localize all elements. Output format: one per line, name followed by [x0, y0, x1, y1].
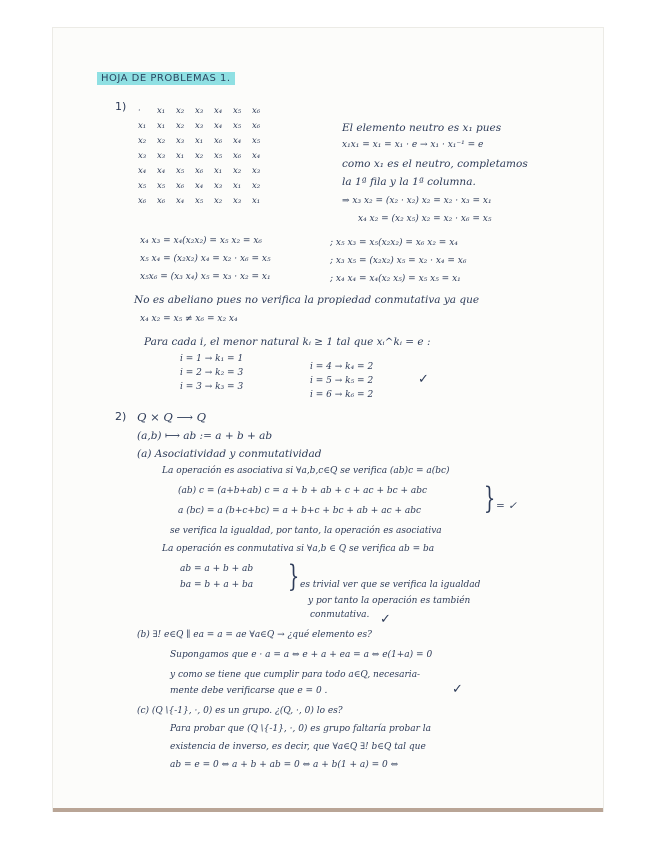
k-left-1: i = 1 → k₁ = 1: [180, 354, 244, 364]
table-cell: x₆: [214, 136, 223, 146]
equation-right-3: ; x₄ x₄ = x₄(x₂ x₅) = x₅ x₅ = x₁: [330, 274, 461, 284]
paper-bottom-edge: [53, 808, 603, 812]
table-cell: x₁: [195, 136, 204, 146]
k-right-2: i = 5 → k₅ = 2: [310, 376, 374, 386]
part-a-heading: (a) Asociatividad y conmutatividad: [137, 448, 322, 460]
comm-intro: La operación es conmutativa si ∀a,b ∈ Q se verifica ab = ba: [162, 544, 435, 554]
check-mark-icon: ✓: [380, 612, 391, 627]
check-mark-icon: ✓: [418, 372, 429, 387]
k-right-3: i = 6 → k₆ = 2: [310, 390, 374, 400]
table-cell: x₃: [233, 196, 242, 206]
table-cell: x₃: [195, 106, 204, 116]
neutral-line-4: la 1ª fila y la 1ª columna.: [342, 176, 476, 188]
part-c-line-1: Para probar que (Q∖{-1}, ·, 0) es grupo faltaría probar la: [170, 724, 431, 734]
table-cell: x₁: [157, 121, 166, 131]
equation-right-1: ; x₅ x₃ = x₅(x₂x₂) = x₆ x₂ = x₄: [330, 238, 458, 248]
table-cell: x₅: [233, 106, 242, 116]
table-cell: x₂: [252, 181, 261, 191]
table-cell: x₅: [233, 121, 242, 131]
table-cell: x₄: [176, 196, 185, 206]
assoc-result: = ✓: [496, 500, 517, 512]
equation-left-2: x₅ x₄ = (x₂x₂) x₄ = x₂ · x₆ = x₅: [140, 254, 271, 264]
brace-icon: }: [483, 481, 496, 516]
table-cell: x₅: [138, 181, 147, 191]
paper-sheet: [53, 28, 603, 811]
table-cell: x₃: [157, 151, 166, 161]
table-cell: x₂: [195, 151, 204, 161]
part-b-line-2: y como se tiene que cumplir para todo a∈Q, necesaria-: [170, 670, 421, 680]
map-definition-line-2: (a,b) ⟼ ab := a + b + ab: [137, 430, 273, 442]
table-cell: x₁: [233, 181, 242, 191]
comm-note-1: es trivial ver que se verifica la igualdad: [300, 580, 481, 590]
table-cell: x₂: [157, 136, 166, 146]
table-cell: x₂: [176, 121, 185, 131]
table-cell: x₃: [138, 151, 147, 161]
comm-note-3: conmutativa.: [310, 610, 370, 620]
assoc-equation-2: a (bc) = a (b+c+bc) = a + b+c + bc + ab + ac + abc: [178, 506, 422, 516]
table-cell: x₂: [176, 106, 185, 116]
table-cell: x₃: [214, 181, 223, 191]
abelian-equation: x₄ x₂ = x₅ ≠ x₆ = x₂ x₄: [140, 314, 238, 324]
table-cell: x₁: [252, 196, 261, 206]
k-left-3: i = 3 → k₃ = 3: [180, 382, 244, 392]
table-cell: x₆: [252, 121, 261, 131]
table-cell: x₁: [138, 121, 147, 131]
table-cell: x₅: [252, 136, 261, 146]
k-right-1: i = 4 → k₄ = 2: [310, 362, 374, 372]
comm-equation-1: ab = a + b + ab: [180, 564, 254, 574]
table-cell: x₁: [176, 151, 185, 161]
assoc-equation-1: (ab) c = (a+b+ab) c = a + b + ab + c + ac + bc + abc: [178, 486, 428, 496]
part-b-line-1: Supongamos que e · a = a ⇔ e + a + ea = a ⇔ e(1+a) = 0: [170, 650, 433, 660]
table-cell: x₆: [176, 181, 185, 191]
equation-left-3: x₅x₆ = (x₃ x₄) x₅ = x₃ · x₂ = x₁: [140, 272, 271, 282]
equation-right-2: ; x₃ x₅ = (x₂x₂) x₅ = x₂ · x₄ = x₆: [330, 256, 467, 266]
table-cell: x₁: [214, 166, 223, 176]
table-cell: x₂: [138, 136, 147, 146]
equation-left-1: x₄ x₃ = x₄(x₂x₂) = x₅ x₂ = x₆: [140, 236, 263, 246]
problem-1-number: 1): [115, 100, 127, 113]
table-cell: ·: [138, 106, 141, 116]
table-cell: x₆: [138, 196, 147, 206]
comm-equation-2: ba = b + a + ba: [180, 580, 254, 590]
neutral-line-2: x₁x₁ = x₁ = x₁ · e → x₁ · x₁⁻¹ = e: [342, 140, 484, 150]
neutral-line-5: ⇒ x₃ x₂ = (x₂ · x₂) x₂ = x₂ · x₃ = x₁: [342, 196, 492, 206]
neutral-line-1: El elemento neutro es x₁ pues: [342, 122, 502, 134]
k-left-2: i = 2 → k₂ = 3: [180, 368, 244, 378]
table-cell: x₄: [233, 136, 242, 146]
table-cell: x₄: [214, 106, 223, 116]
table-cell: x₃: [252, 166, 261, 176]
min-natural-line: Para cada i, el menor natural kᵢ ≥ 1 tal que xᵢ^kᵢ = e :: [144, 336, 431, 348]
abelian-line: No es abeliano pues no verifica la propiedad conmutativa ya que: [134, 294, 480, 306]
table-cell: x₅: [214, 151, 223, 161]
table-cell: x₅: [157, 181, 166, 191]
table-cell: x₅: [176, 166, 185, 176]
assoc-conclusion: se verifica la igualdad, por tanto, la operación es asociativa: [170, 526, 442, 536]
table-cell: x₃: [195, 121, 204, 131]
table-cell: x₂: [214, 196, 223, 206]
part-c-line-2: existencia de inverso, es decir, que ∀a∈Q ∃! b∈Q tal que: [170, 742, 426, 752]
table-cell: x₆: [157, 196, 166, 206]
table-cell: x₆: [252, 106, 261, 116]
table-cell: x₄: [157, 166, 166, 176]
check-mark-icon: ✓: [452, 682, 463, 697]
brace-icon: }: [287, 559, 300, 594]
assoc-intro: La operación es asociativa si ∀a,b,c∈Q se verifica (ab)c = a(bc): [162, 466, 450, 476]
table-cell: x₂: [233, 166, 242, 176]
table-cell: x₄: [195, 181, 204, 191]
table-cell: x₅: [195, 196, 204, 206]
page-title: HOJA DE PROBLEMAS 1.: [97, 72, 235, 85]
part-c-line-3: ab = e = 0 ⇔ a + b + ab = 0 ⇔ a + b(1 + a) = 0 ⇔: [170, 760, 399, 770]
comm-note-2: y por tanto la operación es también: [308, 596, 471, 606]
neutral-line-3: como x₁ es el neutro, completamos: [342, 158, 528, 170]
part-c-heading: (c) (Q∖{-1}, ·, 0) es un grupo. ¿(Q, ·, 0) lo es?: [137, 706, 343, 716]
table-cell: x₄: [252, 151, 261, 161]
table-cell: x₆: [195, 166, 204, 176]
problem-2-number: 2): [115, 410, 127, 423]
table-cell: x₄: [138, 166, 147, 176]
table-cell: x₄: [214, 121, 223, 131]
part-b-heading: (b) ∃! e∈Q ∥ ea = a = ae ∀a∈Q → ¿qué elemento es?: [137, 630, 372, 640]
map-definition-line-1: Q × Q ⟶ Q: [137, 410, 207, 424]
table-cell: x₃: [176, 136, 185, 146]
neutral-line-6: x₄ x₂ = (x₂ x₅) x₂ = x₂ · x₆ = x₅: [358, 214, 492, 224]
operation-table: [138, 106, 271, 211]
table-cell: x₆: [233, 151, 242, 161]
part-b-line-3: mente debe verificarse que e = 0 .: [170, 686, 328, 696]
table-cell: x₁: [157, 106, 166, 116]
